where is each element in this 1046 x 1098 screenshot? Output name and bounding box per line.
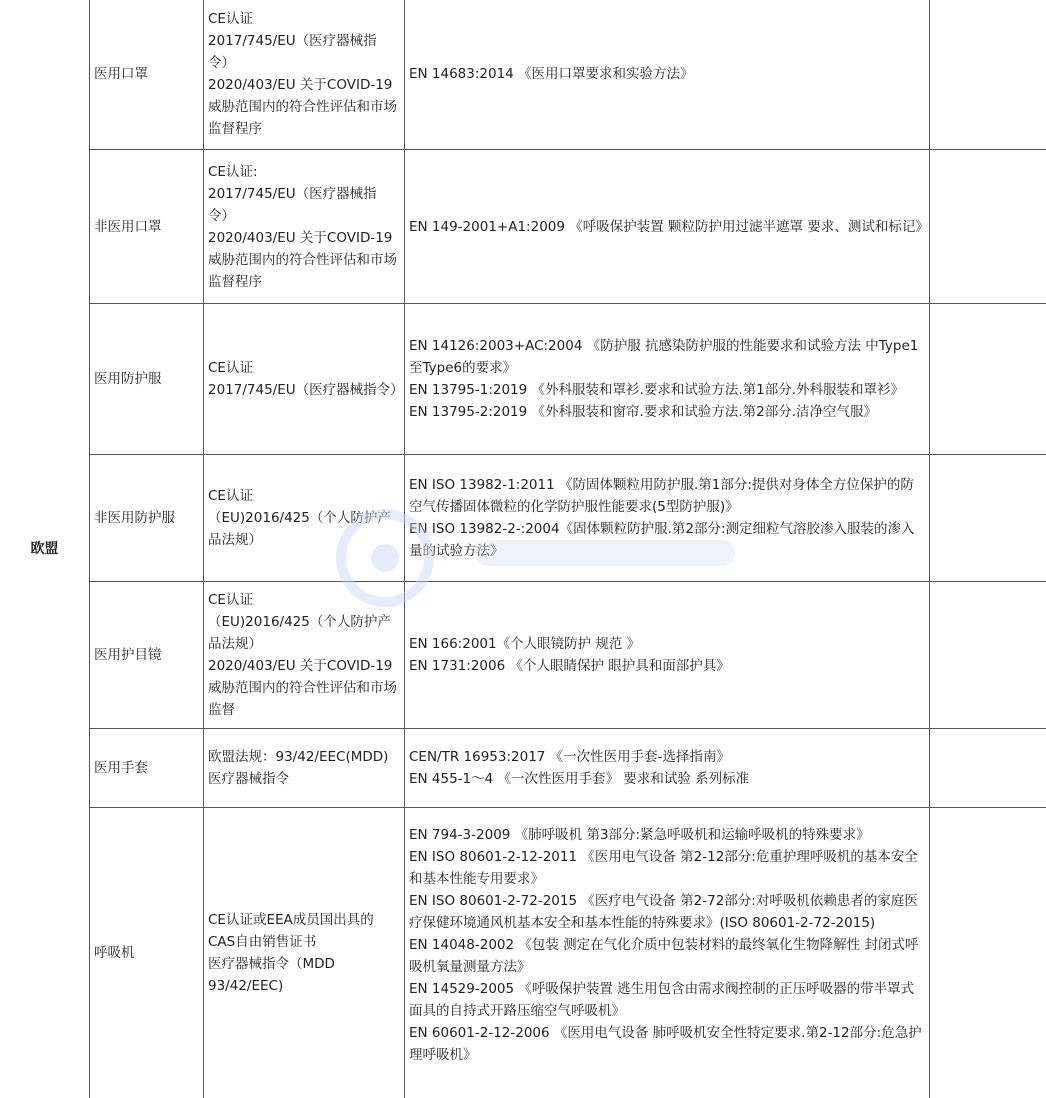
product-name: 呼吸机 [94, 945, 135, 961]
product-name: 医用手套 [94, 760, 148, 776]
certification-text: CE认证 2017/745/EU（医疗器械指令） 2020/403/EU 关于COVID-19威胁范围内的符合性评估和市场监督程序 [208, 10, 397, 137]
product-cell [94, 808, 199, 1098]
certification-cell [208, 582, 400, 728]
product-name: 医用防护服 [94, 371, 162, 387]
certification-cell [208, 729, 400, 807]
column-divider [203, 0, 204, 1098]
standards-cell [409, 150, 929, 303]
product-cell [94, 150, 199, 303]
certification-cell [208, 150, 400, 303]
standards-text: EN ISO 13982-1:2011 《防固体颗粒用防护服.第1部分:提供对身体全方位保护的防空气传播固体微粒的化学防护服性能要求(5型防护服)》 EN ISO 13982-2-:2004《固体颗粒防护服.第2部分:测定细粒气溶胶渗入服装的渗入量的试验方法》 [409, 477, 915, 559]
column-divider [404, 0, 405, 1098]
product-name: 医用口罩 [94, 65, 148, 82]
certification-text: CE认证 2017/745/EU（医疗器械指令） [208, 360, 404, 398]
certification-text: CE认证 （EU)2016/425（个人防护产品法规） [208, 488, 391, 548]
standards-cell [409, 0, 925, 149]
region-label: 欧盟 [30, 541, 59, 557]
standards-cell [409, 582, 925, 728]
certification-text: CE认证或EEA成员国出具的CAS自由销售证书 医疗器械指令（MDD 93/42/EEC) [208, 912, 374, 994]
product-name: 医用护目镜 [94, 647, 162, 663]
standards-text: EN 14683:2014 《医用口罩要求和实验方法》 [409, 65, 694, 82]
product-cell [94, 455, 199, 581]
standards-cell [409, 455, 925, 581]
certification-text: CE认证: 2017/745/EU（医疗器械指令） 2020/403/EU 关于COVID-19威胁范围内的符合性评估和市场监督程序 [208, 163, 397, 290]
column-divider [89, 0, 90, 1098]
product-cell [94, 0, 199, 149]
standards-text: EN 149-2001+A1:2009 《呼吸保护装置 颗粒防护用过滤半遮罩 要求、测试和标记》 [409, 218, 929, 235]
product-cell [94, 304, 199, 454]
standards-text: CEN/TR 16953:2017 《一次性医用手套-选择指南》 EN 455-1～4 《一次性医用手套》 要求和试验 系列标准 [409, 749, 750, 787]
standards-cell [409, 808, 925, 1098]
column-divider [929, 0, 930, 1098]
standards-text: EN 166:2001《个人眼镜防护 规范 》 EN 1731:2006 《个人眼睛保护 眼护具和面部护具》 [409, 636, 730, 674]
product-name: 非医用防护服 [94, 510, 175, 526]
region-cell [0, 0, 89, 1098]
certification-cell [208, 304, 404, 454]
standards-text: EN 14126:2003+AC:2004 《防护服 抗感染防护服的性能要求和试验方法 中Type1至Type6的要求》 EN 13795-1:2019 《外科服装和罩衫.要求和试验方法.第1部分.外科服装和罩衫》 EN 13795-2:2019 《外科服装和窗帘.要求和试验方法.第2部分.洁净空气服》 [409, 338, 919, 420]
product-cell [94, 582, 199, 728]
standards-cell [409, 304, 925, 454]
certification-cell [208, 0, 400, 149]
product-name: 非医用口罩 [94, 218, 162, 235]
standards-text: EN 794-3-2009 《肺呼吸机 第3部分:紧急呼吸机和运输呼吸机的特殊要求》 EN ISO 80601-2-12-2011 《医用电气设备 第2-12部分:危重护理呼吸机的基本安全和基本性能专用要求》 EN ISO 80601-2-72-2015 《医疗电气设备 第2-72部分:对呼吸机依赖患者的家庭医疗保健环境通风机基本安全和基本性能的特殊要求》(ISO 80601-2-72-2015) EN 14048-2002 《包装 测定在气化介质中包装材料的最终氧化生物降解性 封闭式呼吸机氧量测量方法》 EN 14529-2005 《呼吸保护装置 逃生用包含由需求阀控制的正压呼吸器的带半罩式面具的自持式开路压缩空气呼吸机》 EN 60601-2-12-2006 《医用电气设备 肺呼吸机安全性特定要求.第2-12部分:危急护理呼吸机》 [409, 827, 922, 1063]
product-cell [94, 729, 199, 807]
certification-text: 欧盟法规：93/42/EEC(MDD)医疗器械指令 [208, 749, 389, 787]
certification-cell [208, 808, 400, 1098]
certification-cell [208, 455, 400, 581]
certification-text: CE认证 （EU)2016/425（个人防护产品法规） 2020/403/EU 关于COVID-19威胁范围内的符合性评估和市场监督 [208, 592, 397, 718]
standards-cell [409, 729, 925, 807]
